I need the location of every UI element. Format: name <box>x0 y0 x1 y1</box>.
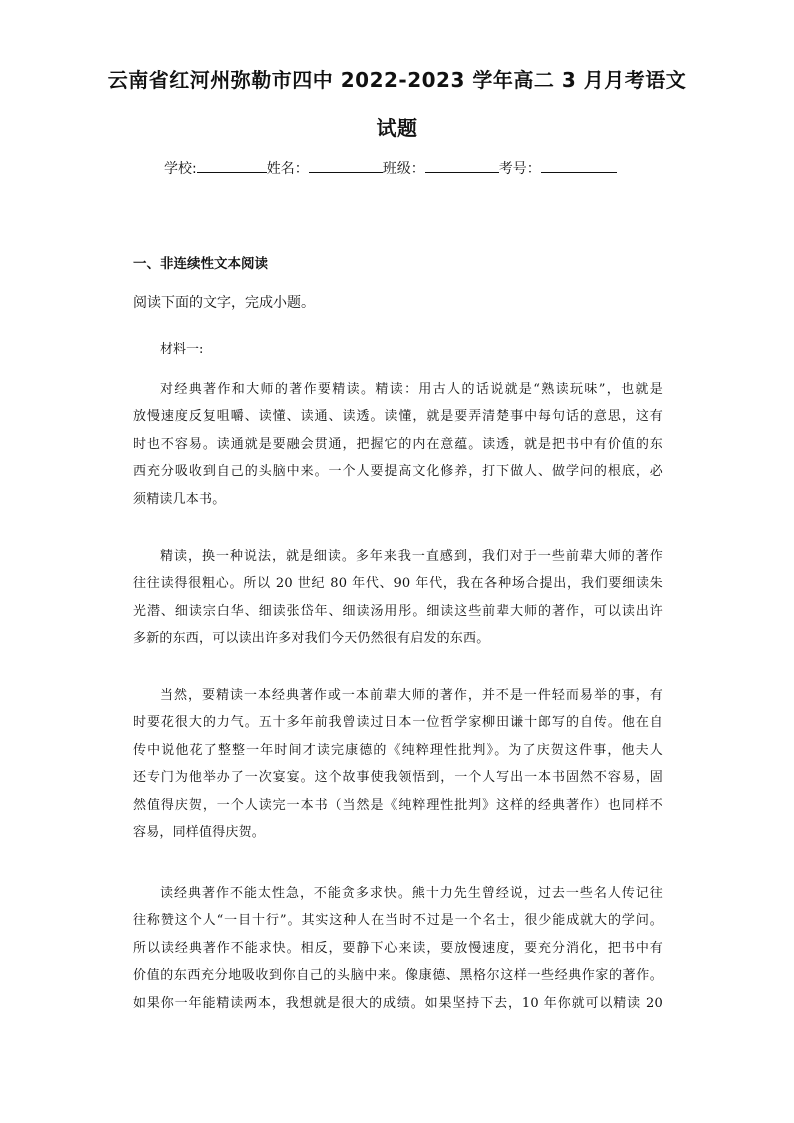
reading-instruction: 阅读下面的文字，完成小题。 <box>133 295 315 311</box>
number-blank[interactable] <box>541 158 617 173</box>
paragraph-line: 所以读经典著作不能求快。相反，要静下心来读，要放慢速度，要充分消化，把书中有 <box>133 940 663 956</box>
paragraph-1 <box>133 376 663 513</box>
paragraph-line: 当然，要精读一本经典著作或一本前辈大师的著作，并不是一件轻而易举的事，有 <box>160 688 663 703</box>
paragraph-line: 往称赞这个人“一目十行”。其实这种人在当时不过是一个名士，很少能成就大的学问。 <box>133 913 663 929</box>
exam-title-line1: 云南省红河州弥勒市四中 2022-2023 学年高二 3 月月考语文 <box>107 68 687 92</box>
school-blank[interactable] <box>197 158 267 173</box>
paragraph-line: 精读，换一种说法，就是细读。多年来我一直感到，我们对于一些前辈大师的著作 <box>160 549 663 564</box>
paragraph-line: 对经典著作和大师的著作要精读。精读：用古人的话说就是“熟读玩味”，也就是 <box>160 382 663 397</box>
paragraph-line: 如果你一年能精读两本，我想就是很大的成绩。如果坚持下去，10 年你就可以精读 20 <box>133 995 663 1011</box>
paragraph-line: 读经典著作不能太性急，不能贪多求快。熊十力先生曾经说，过去一些名人传记往 <box>160 886 663 901</box>
paragraph-line: 传中说他花了整整一年时间才读完康德的《纯粹理性批判》。为了庆贺这件事，他夫人 <box>133 742 663 758</box>
paragraph-line: 放慢速度反复咀嚼、读懂、读通、读透。读懂，就是要弄清楚事中每句话的意思，这有 <box>133 409 663 425</box>
paragraph-line: 须精读几本书。 <box>133 491 226 507</box>
paragraph-line: 多新的东西，可以读出许多对我们今天仍然很有启发的东西。 <box>133 631 490 647</box>
class-blank[interactable] <box>425 158 499 173</box>
class-label: 班级： <box>382 161 425 177</box>
exam-title-line2: 试题 <box>376 116 418 140</box>
paragraph-line: 光潜、细读宗白华、细读张岱年、细读汤用彤。细读这些前辈大师的著作，可以读出许 <box>133 603 663 619</box>
student-info-row <box>164 158 617 178</box>
paragraph-line: 容易，同样值得庆贺。 <box>133 824 266 840</box>
name-blank[interactable] <box>309 158 383 173</box>
section-heading: 一、非连续性文本阅读 <box>133 256 268 272</box>
paragraph-line: 时要花很大的力气。五十多年前我曾读过日本一位哲学家柳田谦十郎写的自传。他在自 <box>133 715 663 731</box>
name-label: 姓名： <box>266 161 309 177</box>
material-label: 材料一: <box>160 342 204 357</box>
paragraph-line: 西充分吸收到自己的头脑中来。一个人要提高文化修养，打下做人、做学问的根底，必 <box>133 464 663 480</box>
paragraph-line: 还专门为他举办了一次宴宴。这个故事使我领悟到，一个人写出一本书固然不容易，固 <box>133 770 663 786</box>
paragraph-line: 价值的东西充分地吸收到你自己的头脑中来。像康德、黑格尔这样一些经典作家的著作。 <box>133 968 663 984</box>
paragraph-2 <box>133 543 663 653</box>
paragraph-3 <box>133 682 663 846</box>
paragraph-line: 时也不容易。读通就是要融会贯通，把握它的内在意蕴。读透，就是把书中有价值的东 <box>133 436 663 452</box>
paragraph-line: 然值得庆贺，一个人读完一本书（当然是《纯粹理性批判》这样的经典著作）也同样不 <box>133 797 663 813</box>
paragraph-4 <box>133 880 663 1017</box>
school-label: 学校: <box>164 161 197 177</box>
paragraph-line: 往往读得很粗心。所以 20 世纪 80 年代、90 年代，我在各种场合提出，我们要细读朱 <box>133 576 663 592</box>
number-label: 考号： <box>498 161 541 177</box>
